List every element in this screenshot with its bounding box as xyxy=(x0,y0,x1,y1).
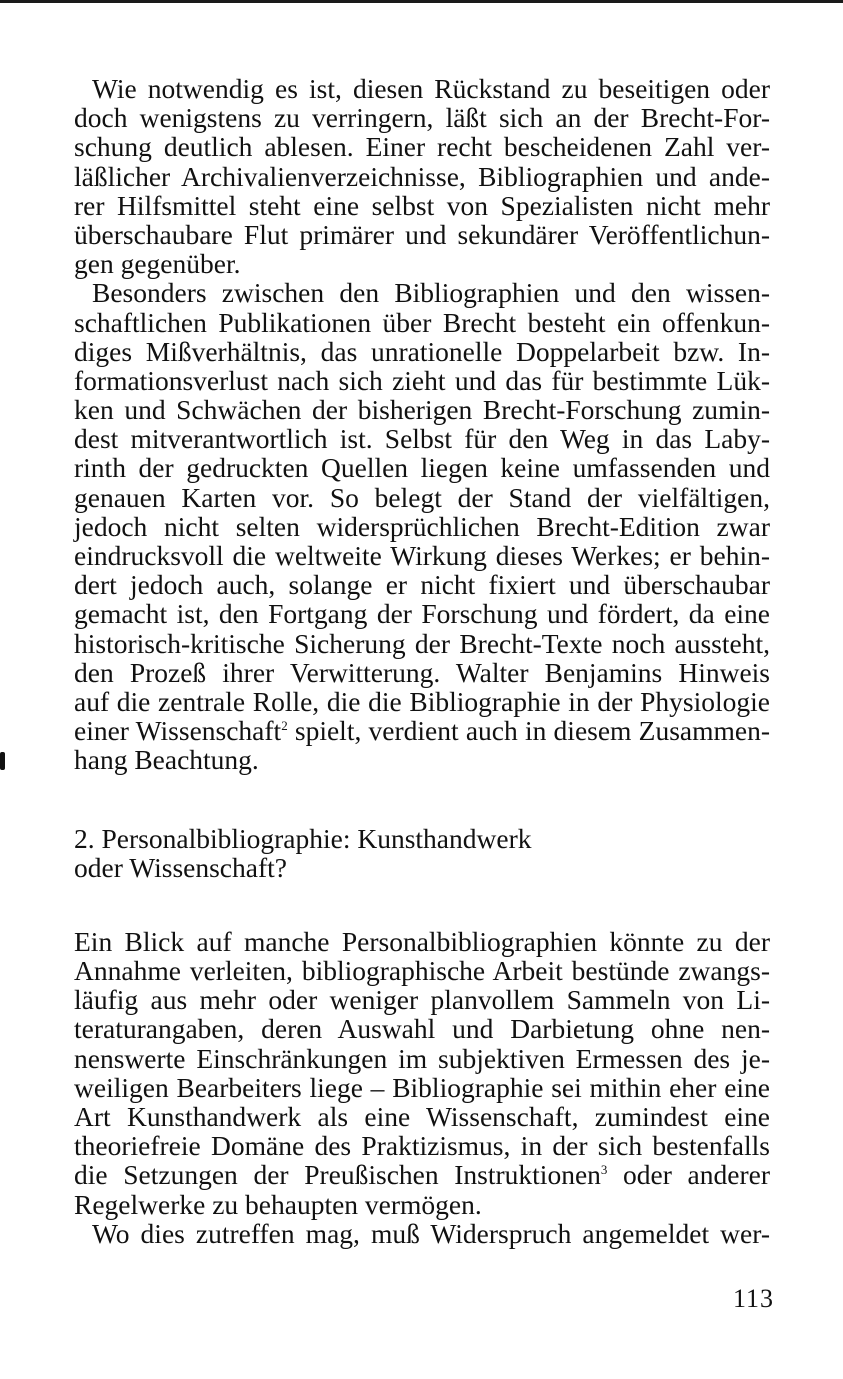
text-line: dest mitverantwortlich ist. Selbst für den Weg in das Laby- xyxy=(74,423,770,455)
text-line: auf die zentrale Rolle, die die Bibliographie in der Physiologie xyxy=(74,685,770,717)
paragraph-1 xyxy=(74,74,770,278)
text-line-with-footnote xyxy=(74,716,770,745)
text-line: genauen Karten vor. So belegt der Stand der vielfältigen, xyxy=(74,481,770,513)
text-line: schaftlichen Publikationen über Brecht besteht ein offenkun- xyxy=(74,306,770,338)
text-line: weiligen Bearbeiters liege – Bibliographie sei mithin eher eine xyxy=(74,1071,770,1103)
text-line: theoriefreie Domäne des Praktizismus, in der sich bestenfalls xyxy=(74,1130,770,1162)
text-fragment: spielt, verdient auch in diesem Zusammen- xyxy=(287,715,770,747)
text-line: den Prozeß ihrer Verwitterung. Walter Benjamins Hinweis xyxy=(74,656,770,688)
text-line: Besonders zwischen den Bibliographien und den wissen- xyxy=(92,277,770,309)
text-line: gemacht ist, den Fortgang der Forschung und fördert, da eine xyxy=(74,598,770,630)
text-line: rer Hilfsmittel steht eine selbst von Spezialisten nicht mehr xyxy=(74,189,770,221)
text-line: rinth der gedruckten Quellen liegen keine umfassenden und xyxy=(74,452,770,484)
text-line: nenswerte Einschränkungen im subjektiven Ermessen des je- xyxy=(74,1042,770,1074)
text-line: schung deutlich ablesen. Einer recht bescheidenen Zahl ver- xyxy=(74,131,770,163)
text-line-with-footnote xyxy=(74,1160,770,1189)
text-line: teraturangaben, deren Auswahl und Darbietung ohne nen- xyxy=(74,1013,770,1045)
paragraph-4 xyxy=(74,1219,770,1248)
text-line: formationsverlust nach sich zieht und das für bestimmte Lük- xyxy=(74,364,770,396)
book-page-text xyxy=(74,74,770,1248)
text-line: doch wenigstens zu verringern, läßt sich an der Brecht-For- xyxy=(74,102,770,134)
text-line: dert jedoch auch, solange er nicht fixiert und überschaubar xyxy=(74,569,770,601)
paragraph-3 xyxy=(74,927,770,1219)
page-number: 113 xyxy=(733,1284,775,1313)
footnote-marker: 2 xyxy=(281,718,288,734)
text-line: Annahme verleiten, bibliographische Arbeit bestünde zwangs- xyxy=(74,955,770,987)
paragraph-2 xyxy=(74,278,770,774)
heading-line: 2. Personalbibliographie: Kunsthandwerk xyxy=(74,822,532,854)
footnote-marker: 3 xyxy=(600,1162,608,1178)
text-line: diges Mißverhältnis, das unrationelle Doppelarbeit bzw. In- xyxy=(74,335,770,367)
text-line: gen gegenüber. xyxy=(74,248,241,280)
text-line: überschaubare Flut primärer und sekundärer Veröffentlichun- xyxy=(74,218,770,250)
text-line: historisch-kritische Sicherung der Brecht-Texte noch aussteht, xyxy=(74,627,770,659)
text-line: Wie notwendig es ist, diesen Rückstand zu beseitigen oder xyxy=(92,73,770,104)
text-line: läßlicher Archivalienverzeichnisse, Bibliographien und ande- xyxy=(74,160,770,192)
text-fragment: die Setzungen der Preußischen Instruktionen xyxy=(74,1159,601,1191)
text-line: Ein Blick auf manche Personalbibliographien könnte zu der xyxy=(74,925,770,957)
text-line: Wo dies zutreffen mag, muß Widerspruch angemeldet wer- xyxy=(92,1217,770,1249)
text-line: Art Kunsthandwerk als eine Wissenschaft, zumindest eine xyxy=(74,1101,770,1132)
scan-margin-mark xyxy=(0,752,5,770)
text-line: Regelwerke zu behaupten vermögen. xyxy=(74,1188,482,1220)
text-line: hang Beachtung. xyxy=(74,744,259,776)
text-fragment: oder anderer xyxy=(607,1159,770,1191)
text-line: läufig aus mehr oder weniger planvollem Sammeln von Li- xyxy=(74,984,770,1016)
text-line: eindrucksvoll die weltweite Wirkung dieses Werkes; er behin- xyxy=(74,540,770,571)
top-border-rule xyxy=(0,0,843,3)
text-fragment: einer Wissenschaft xyxy=(74,715,282,747)
text-line: ken und Schwächen der bisherigen Brecht-Forschung zumin- xyxy=(74,394,770,426)
text-line: jedoch nicht selten widersprüchlichen Brecht-Edition zwar xyxy=(74,510,770,542)
heading-line: oder Wissenschaft? xyxy=(74,851,287,883)
section-heading xyxy=(74,824,770,882)
